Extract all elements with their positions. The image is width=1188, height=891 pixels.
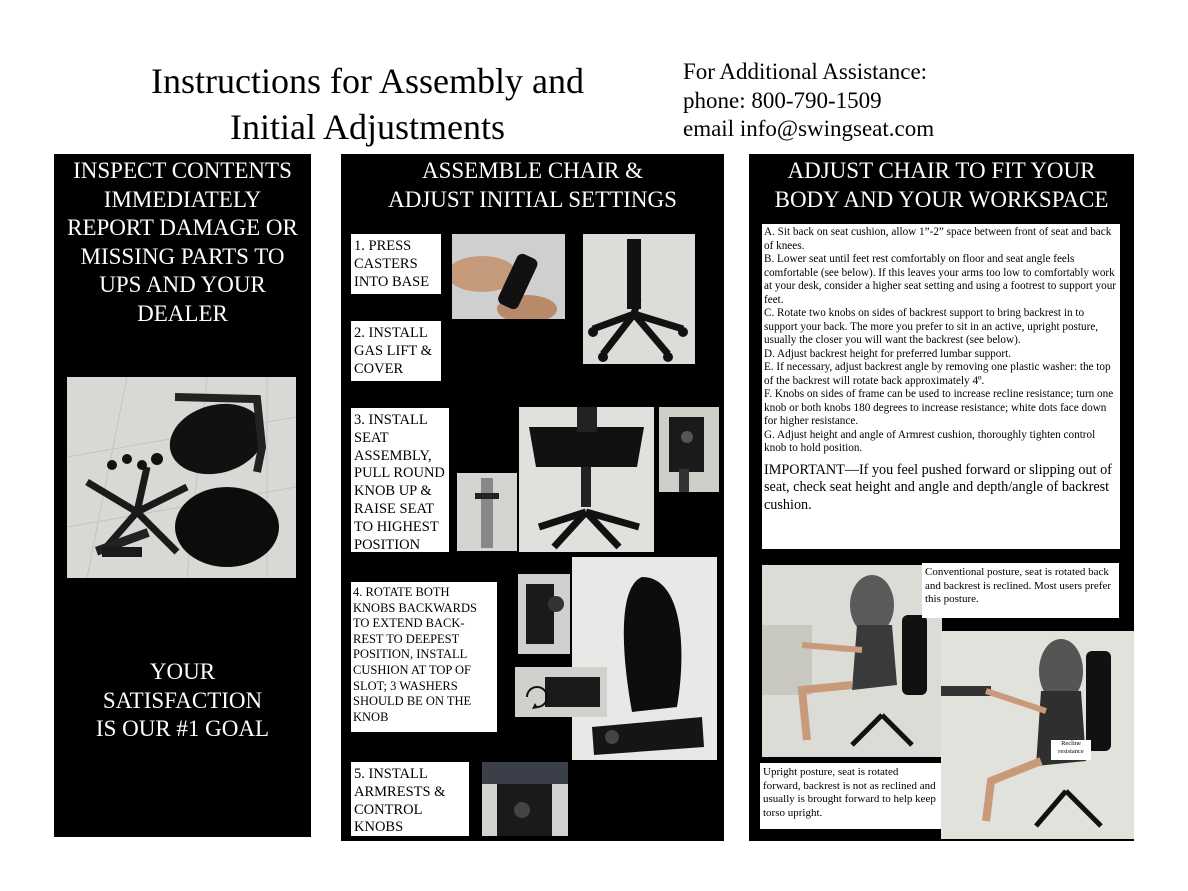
heading-line: REPORT DAMAGE OR [67,215,298,240]
step-line: TO EXTEND BACK- [353,616,465,631]
armrest-photo [482,762,568,836]
seat-assembly-photo [519,407,654,552]
washer-detail-photo [515,667,607,717]
step-5-label [351,762,469,836]
step-3-label [351,408,449,552]
step-line: SEAT [354,429,389,446]
knob-pull-photo [457,473,517,551]
step-line: KNOBS [354,819,404,836]
step-line: CONTROL [354,801,423,818]
heading-line: ASSEMBLE CHAIR & [421,158,644,183]
page-title [90,58,645,150]
step-line: POSITION, INSTALL [353,647,468,662]
step-line: TO HIGHEST [354,518,439,535]
step-2-label [351,321,441,381]
heading-line: IMMEDIATELY [103,186,262,212]
heading-line: UPS AND YOUR [99,272,266,297]
step-line: KNOBS BACKWARDS [353,600,477,615]
chair-parts-photo [67,377,296,578]
step-line: ASSEMBLY, [354,447,432,464]
step-line: CASTERS [354,255,418,272]
heading-line: MISSING PARTS TO [80,243,285,269]
instruction-item: C. Rotate two knobs on sides of backrest support to bring backrest in to support your back. The more you prefer to sit in an active, upright posture, usually the closer you will want the backrest (see below). [764,307,1099,346]
step-4-label [351,582,497,732]
step-line: POSITION [354,536,421,553]
label-line: resistance [1058,748,1084,755]
conventional-posture-photo [762,565,942,757]
contact-heading: For Additional Assistance: [683,59,928,84]
step-line: SLOT; 3 WASHERS [353,678,458,693]
assemble-chair-heading [341,157,724,214]
step-line: GAS LIFT & [354,342,432,359]
step-line: 4. ROTATE BOTH [353,585,450,599]
footer-line: IS OUR #1 GOAL [95,716,270,741]
step-line: 1. PRESS [354,238,412,254]
adjustment-instructions [762,224,1120,549]
conventional-posture-caption: Conventional posture, seat is rotated back and backrest is reclined. Most users prefer this posture. [922,563,1119,618]
knob-detail-photo [659,407,719,492]
heading-line: ADJUST CHAIR TO FIT YOUR [787,158,1096,183]
heading-line: BODY AND YOUR WORKSPACE [774,186,1109,212]
gas-lift-photo [583,234,695,364]
label-line: Recline [1061,740,1081,747]
step-line: CUSHION AT TOP OF [353,662,471,677]
step-line: REST TO DEEPEST [353,631,460,646]
recline-resistance-label [1051,740,1091,760]
step-1-label [351,234,441,294]
contact-email: email info@swingseat.com [683,116,935,141]
instruction-item: D. Adjust backrest height for preferred lumbar support. [764,347,1011,360]
step-line: 5. INSTALL [354,766,428,782]
heading-line: DEALER [137,300,228,326]
adjust-chair-heading [749,157,1134,214]
satisfaction-message [54,658,311,744]
backrest-photo [572,557,717,760]
instruction-item: F. Knobs on sides of frame can be used to increase recline resistance; turn one knob or both knobs 180 degrees to increase resistance; white dots face down for higher resistance. [764,388,1114,427]
contact-phone: phone: 800-790-1509 [683,87,882,113]
step-line: KNOB UP & [354,483,432,500]
inspect-contents-heading [54,157,311,328]
heading-line: ADJUST INITIAL SETTINGS [388,186,677,212]
instruction-item: G. Adjust height and angle of Armrest cushion, thoroughly tighten control knob to hold position. [764,428,1096,454]
step-line: 2. INSTALL [354,325,428,341]
heading-line: INSPECT CONTENTS [73,158,292,183]
important-note: IMPORTANT—If you feel pushed forward or slipping out of seat, check seat height and angle and depth/angle of backrest cushion. [764,461,1112,513]
step-line: RAISE SEAT [354,500,435,517]
title-line-2: Initial Adjustments [230,107,505,147]
instruction-item: B. Lower seat until feet rest comfortably on floor and seat angle feels comfortable (see below). If this leaves your arms too low to comfortably work at your desk, consider a higher seat setting and using a footrest to support your feet. [764,253,1117,306]
step-line: PULL ROUND [354,465,445,482]
footer-line: SATISFACTION [102,687,263,713]
step-line: KNOB [353,709,389,724]
step-line: INTO BASE [354,273,430,290]
step-line: ARMRESTS & [354,783,446,800]
upright-posture-photo [941,631,1134,839]
step-line: 3. INSTALL [354,412,428,428]
backrest-knob-photo [518,574,570,654]
upright-posture-caption: Upright posture, seat is rotated forward, backrest is not as reclined and usually is brought forward to help keep torso upright. [760,763,941,829]
step-line: COVER [354,360,404,377]
step-line: SHOULD BE ON THE [353,694,472,709]
instruction-item: E. If necessary, adjust backrest angle by removing one plastic washer: the top of the backrest will rotate back approximately 4º. [764,361,1111,387]
contact-info [683,58,934,144]
instruction-item: A. Sit back on seat cushion, allow 1”-2” space between front of seat and back of knees. [764,226,1112,252]
title-line-1: Instructions for Assembly and [151,61,584,101]
footer-line: YOUR [149,659,216,684]
press-casters-photo [452,234,565,319]
